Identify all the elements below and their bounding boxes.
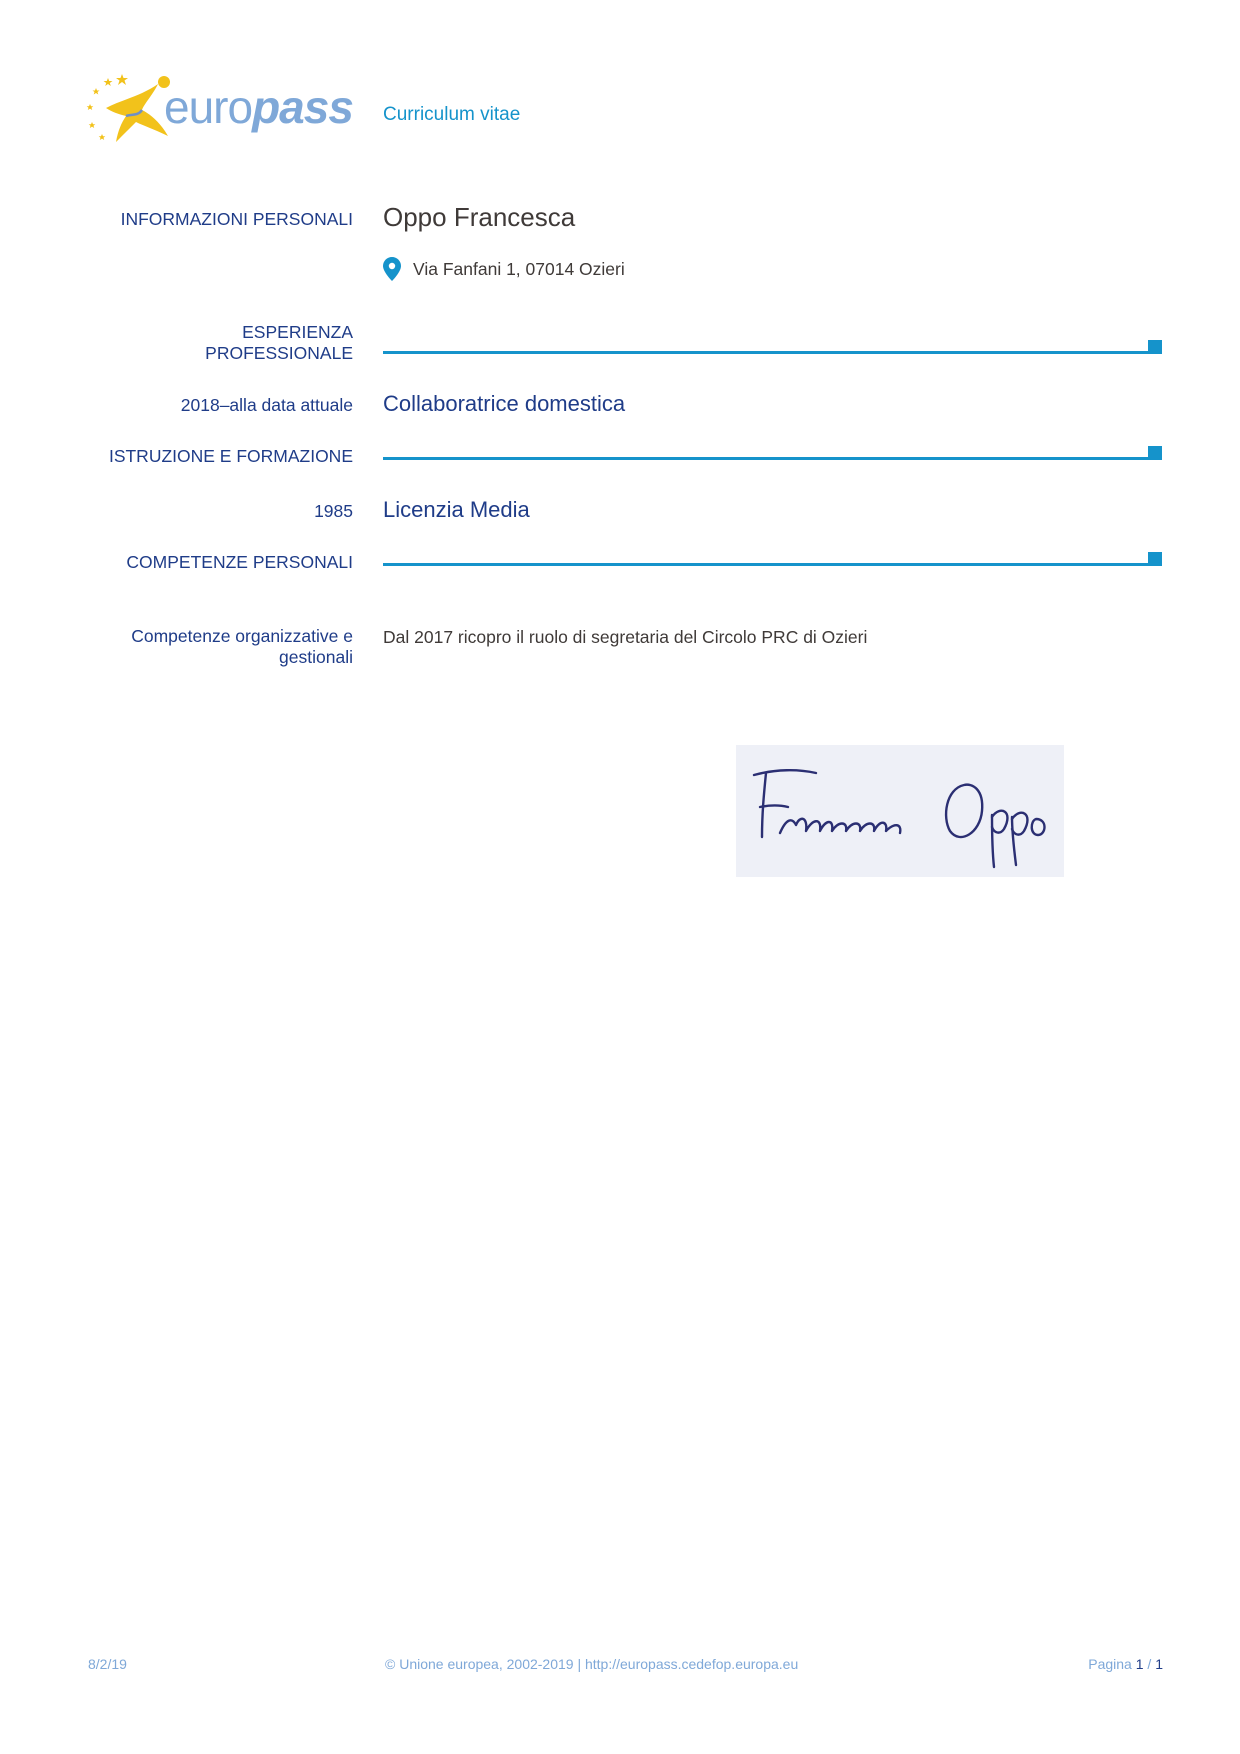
experience-period: 2018–alla data attuale xyxy=(180,395,353,415)
experience-role: Collaboratrice domestica xyxy=(383,391,626,416)
page-separator: / xyxy=(1143,1656,1156,1672)
education-divider xyxy=(383,457,1153,460)
page-prefix: Pagina xyxy=(1088,1656,1132,1672)
document-title: Curriculum vitae xyxy=(383,104,521,125)
org-skills-label-line2: gestionali xyxy=(279,647,353,667)
skills-label: COMPETENZE PERSONALI xyxy=(126,552,353,572)
education-title: Licenzia Media xyxy=(383,497,530,522)
education-label: ISTRUZIONE E FORMAZIONE xyxy=(108,446,353,466)
europass-logo xyxy=(86,70,356,150)
org-skills-text: Dal 2017 ricopro il ruolo di segretaria del Circolo PRC di Ozieri xyxy=(383,627,868,647)
skills-divider xyxy=(383,563,1153,566)
page-total: 1 xyxy=(1155,1656,1163,1672)
person-name: Oppo Francesca xyxy=(383,202,576,232)
experience-label xyxy=(205,322,353,364)
signature-image xyxy=(736,745,1064,877)
experience-label-line2: PROFESSIONALE xyxy=(205,343,353,363)
page-current: 1 xyxy=(1135,1656,1144,1672)
europass-wordmark: europass xyxy=(164,81,353,133)
handwritten-signature xyxy=(736,745,1064,877)
education-year: 1985 xyxy=(314,501,353,521)
address-text: Via Fanfani 1, 07014 Ozieri xyxy=(413,258,625,279)
experience-divider-square xyxy=(1148,340,1162,354)
location-pin-icon xyxy=(383,257,401,281)
experience-label-line1: ESPERIENZA xyxy=(242,322,353,342)
experience-divider xyxy=(383,351,1153,354)
org-skills-label-line1: Competenze organizzative e xyxy=(131,626,353,646)
skills-divider-square xyxy=(1148,552,1162,566)
address-row xyxy=(383,257,625,281)
footer-copyright: © Unione europea, 2002-2019 | http://europass.cedefop.europa.eu xyxy=(385,1656,799,1672)
footer-date: 8/2/19 xyxy=(88,1656,127,1672)
personal-info-label: INFORMAZIONI PERSONALI xyxy=(120,209,353,229)
footer-pagination xyxy=(1088,1656,1163,1672)
org-skills-label xyxy=(131,626,353,668)
education-divider-square xyxy=(1148,446,1162,460)
